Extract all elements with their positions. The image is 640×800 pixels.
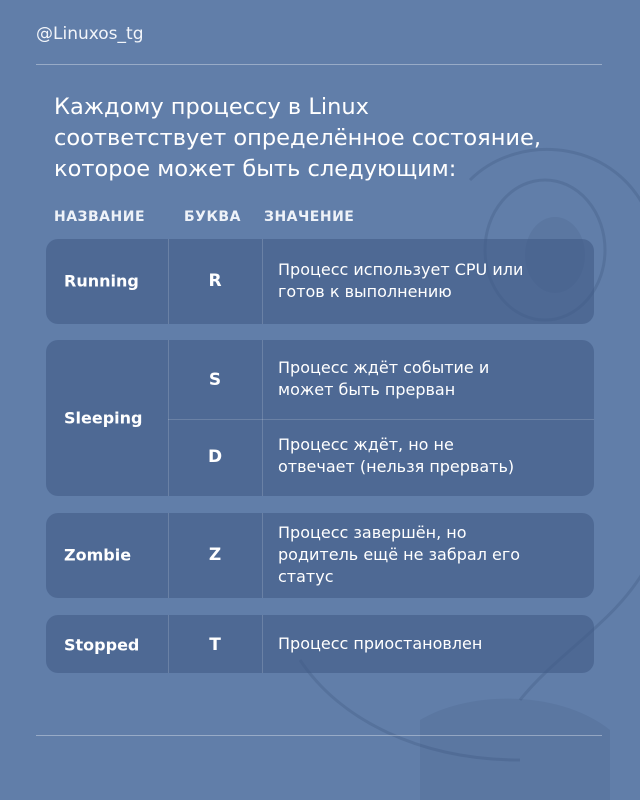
description-line: Процесс ждёт событие и — [278, 358, 490, 377]
description-line: готов к выполнению — [278, 282, 452, 301]
state-letter: D — [207, 447, 223, 467]
state-letter: Z — [208, 545, 222, 565]
intro-text — [54, 92, 614, 185]
description-line: отвечает (нельзя прервать) — [278, 457, 515, 476]
state-description — [278, 434, 588, 478]
column-header-name: НАЗВАНИЕ — [54, 209, 146, 225]
description-line: может быть прерван — [278, 380, 456, 399]
top-divider — [36, 64, 602, 65]
column-divider — [262, 513, 263, 598]
row-divider — [168, 419, 594, 420]
column-header-letter: БУКВА — [184, 209, 241, 225]
intro-line: которое может быть следующим: — [54, 156, 457, 182]
description-line: Процесс завершён, но — [278, 523, 467, 542]
description-line: статус — [278, 567, 334, 586]
intro-line: соответствует определённое состояние, — [54, 125, 542, 151]
description-line: Процесс приостановлен — [278, 634, 483, 653]
bottom-divider — [36, 735, 602, 736]
state-row-zombie — [46, 513, 594, 598]
intro-line: Каждому процессу в Linux — [54, 94, 369, 120]
column-divider — [262, 615, 263, 673]
state-name: Stopped — [64, 635, 140, 655]
state-row-sleeping — [46, 340, 594, 496]
state-name: Sleeping — [64, 408, 143, 428]
state-name: Running — [64, 271, 139, 291]
column-header-meaning: ЗНАЧЕНИЕ — [264, 209, 355, 225]
description-line: Процесс использует CPU или — [278, 260, 524, 279]
state-letter: T — [209, 635, 221, 655]
state-row-stopped — [46, 615, 594, 673]
column-divider — [262, 239, 263, 324]
state-letter: S — [208, 370, 222, 390]
state-letter: R — [208, 271, 222, 291]
state-row-running — [46, 239, 594, 324]
state-description — [278, 522, 588, 588]
description-line: родитель ещё не забрал его — [278, 545, 521, 564]
channel-handle: @Linuxos_tg — [36, 24, 144, 44]
state-name: Zombie — [64, 545, 132, 565]
state-description — [278, 259, 588, 303]
state-description — [278, 633, 588, 655]
column-divider — [262, 340, 263, 496]
state-description — [278, 357, 588, 401]
description-line: Процесс ждёт, но не — [278, 435, 454, 454]
